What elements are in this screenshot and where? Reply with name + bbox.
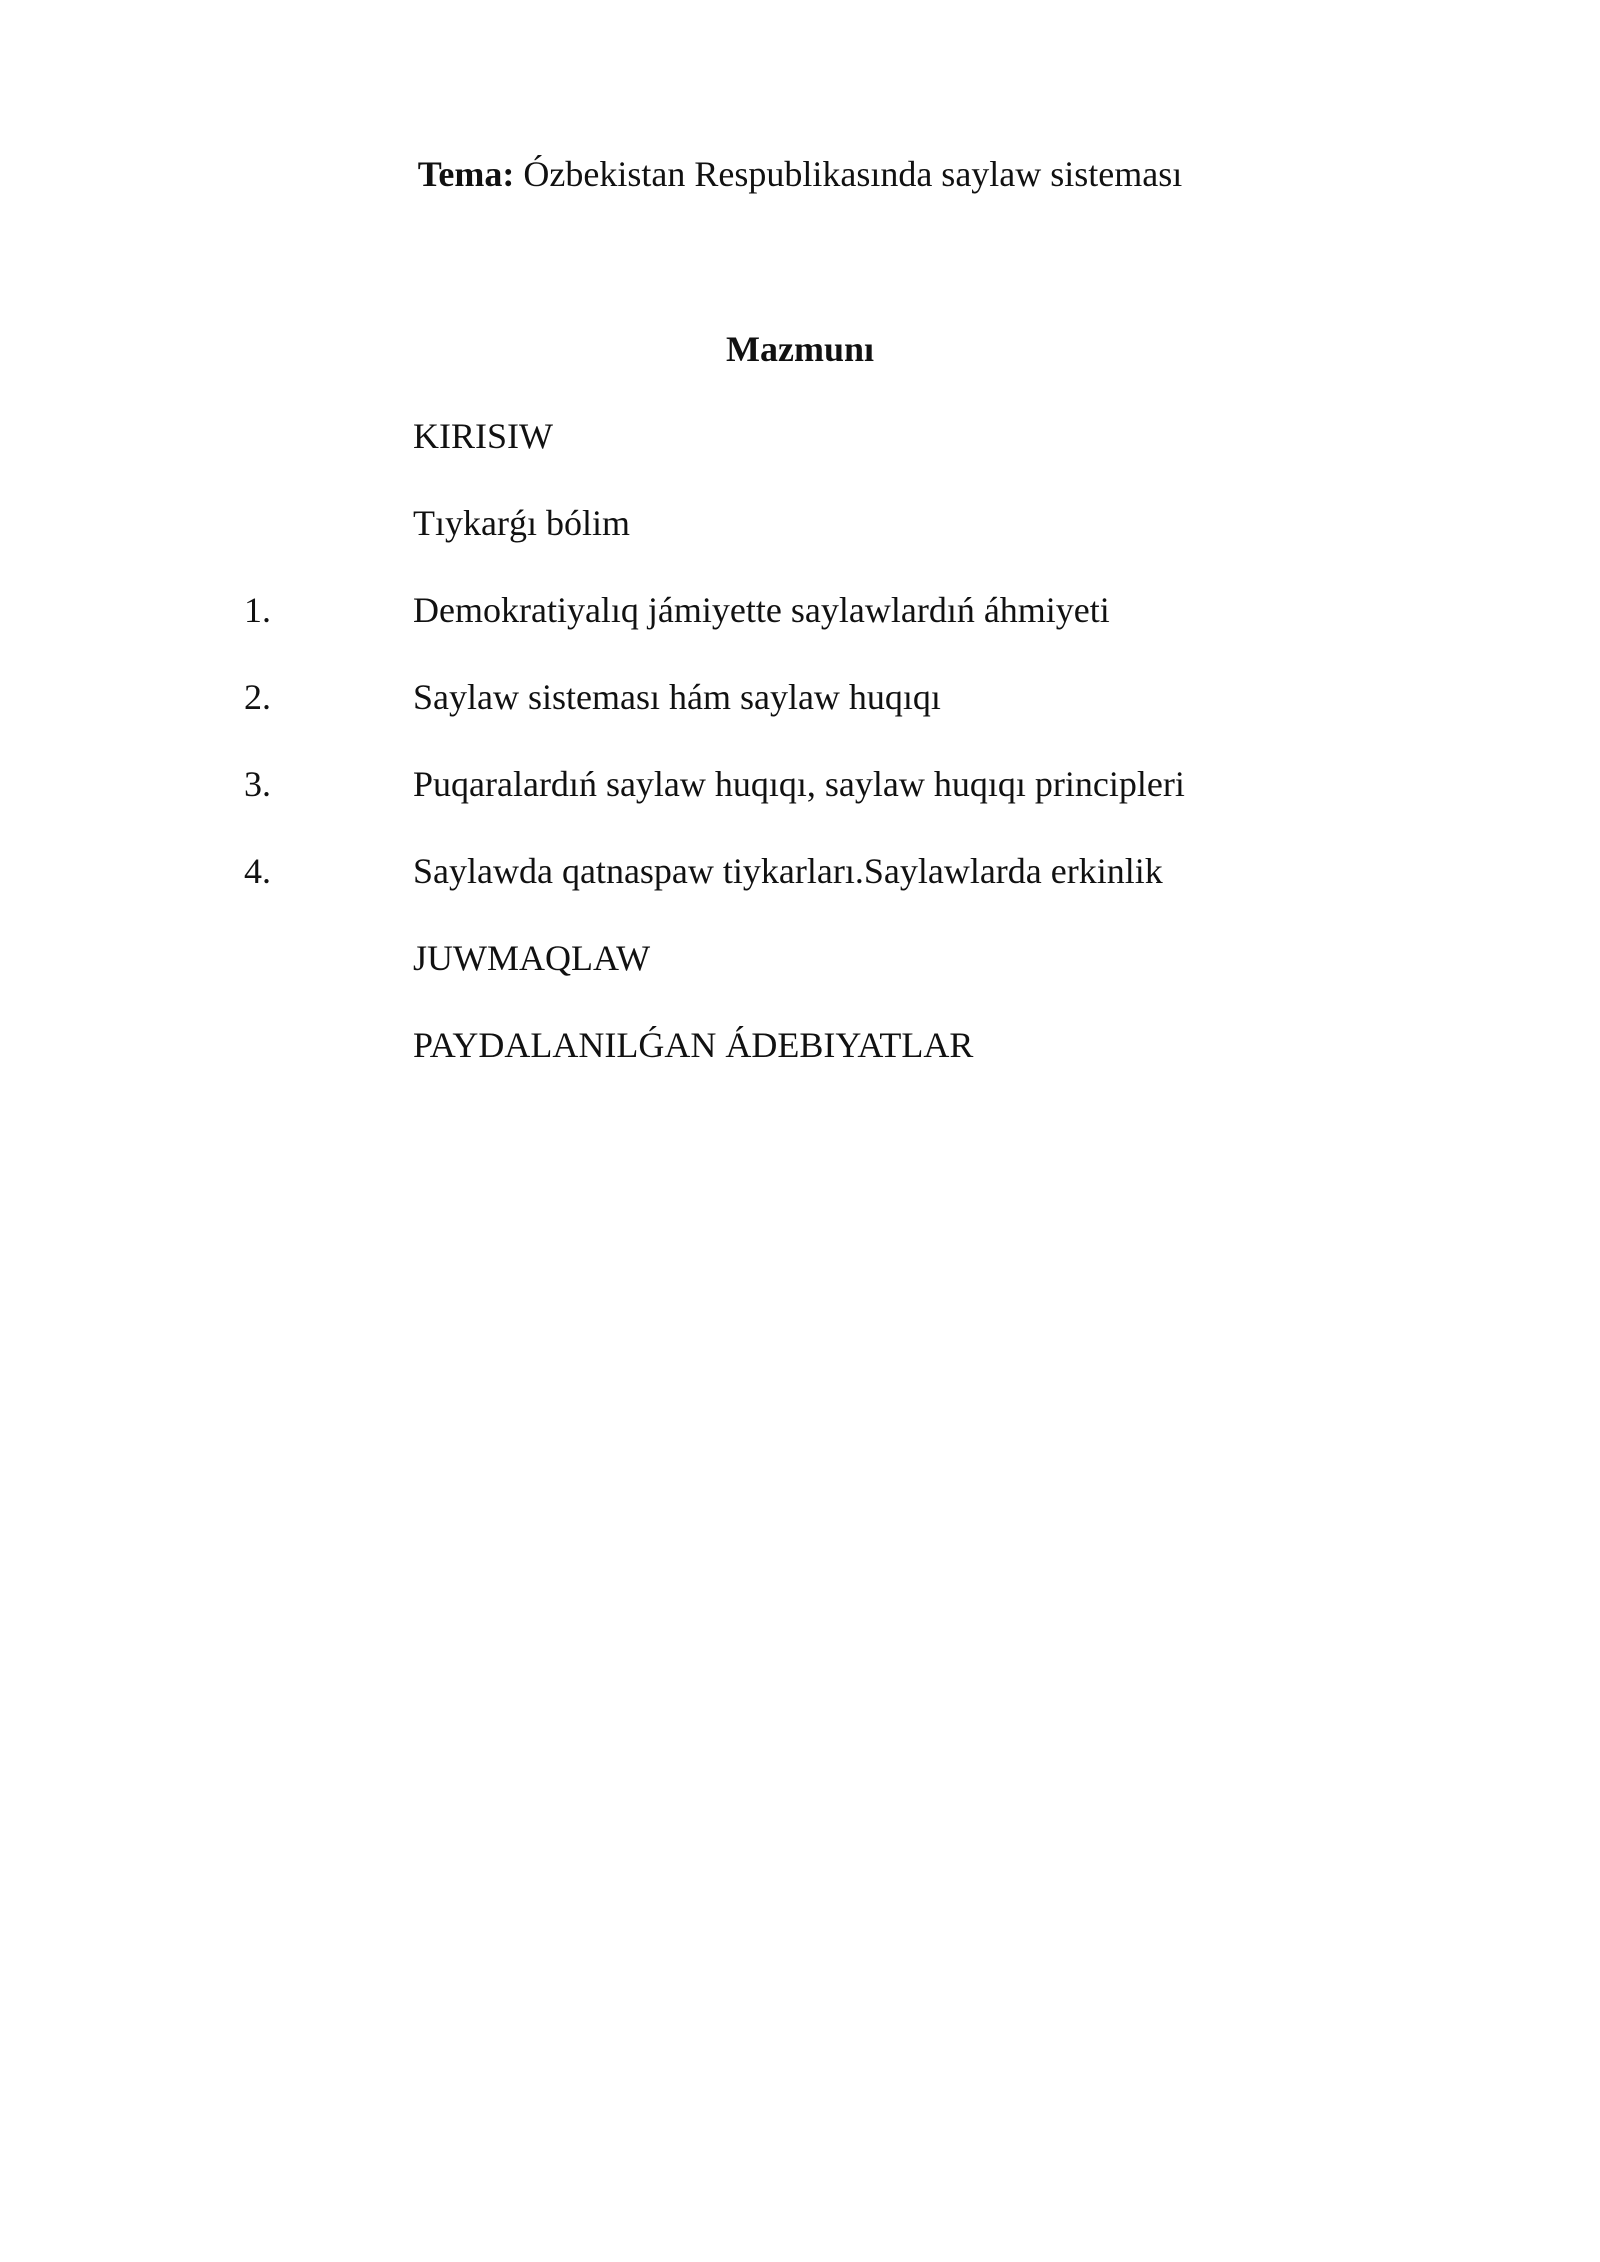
toc-item [0,762,1600,806]
toc-item-number: 1. [244,590,271,630]
document-title [0,152,1600,196]
title-label: Tema: [417,154,515,194]
toc-item [0,1023,1600,1067]
toc-item [0,414,1600,458]
toc-item-text: KIRISIW [413,416,553,456]
toc-item [0,675,1600,719]
toc-item-number: 3. [244,764,271,804]
toc-item [0,936,1600,980]
toc-heading: Mazmunı [726,329,874,369]
title-text: Ózbekistan Respublikasında saylaw sisteması [514,154,1183,194]
toc-item-number: 4. [244,851,271,891]
toc-item-text: Puqaralardıń saylaw huqıqı, saylaw huqıqı principleri [413,764,1185,804]
toc-item [0,849,1600,893]
toc-item-text: JUWMAQLAW [413,938,651,978]
toc-item-text: PAYDALANILǴAN ÁDEBIYATLAR [413,1025,974,1065]
toc-item-text: Saylaw sisteması hám saylaw huqıqı [413,677,941,717]
toc-item-text: Demokratiyalıq jámiyette saylawlardıń áhmiyeti [413,590,1110,630]
toc-item [0,588,1600,632]
toc-item-text: Saylawda qatnaspaw tiykarları.Saylawlarda erkinlik [413,851,1163,891]
toc-item-number: 2. [244,677,271,717]
toc-item [0,501,1600,545]
toc-item-text: Tıykarǵı bólim [413,503,630,543]
